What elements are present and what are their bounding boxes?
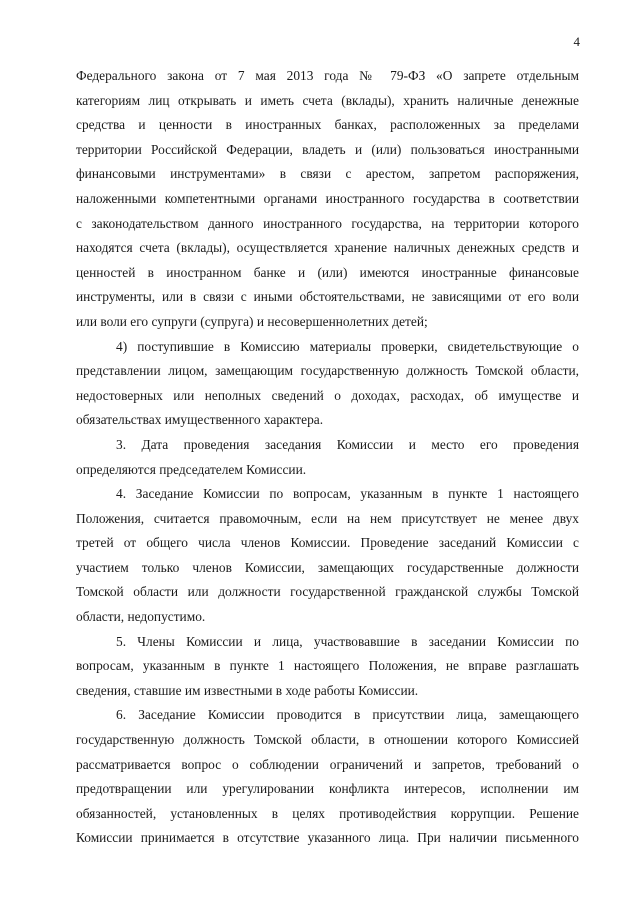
text-line: недостоверных или неполных сведений о доходах, расходах, об имуществе и [76,387,579,403]
text-line: вопросам, указанным в пункте 1 настоящего Положения, не вправе разглашать [76,658,579,674]
text-line: инструменты, или в связи с иными обстоятельствами, не зависящими от его воли [76,289,579,305]
paragraph-section-5 [76,630,579,704]
paragraph-section-3 [76,433,579,482]
text-line: Положения, считается правомочным, если на нем присутствует не менее двух [76,510,579,526]
paragraph-continued [76,64,579,335]
text-line: категориям лиц открывать и иметь счета (вклады), хранить наличные денежные [76,92,579,108]
text-line: средства и ценности в иностранных банках, расположенных за пределами [76,117,579,133]
text-line: наложенными компетентными органами иностранного государства в соответствии [76,190,579,206]
text-line: 5. Члены Комиссии и лица, участвовавшие в заседании Комиссии по [116,633,579,649]
page-number: 4 [573,34,580,49]
paragraph-section-4 [76,482,579,630]
text-line: 4. Заседание Комиссии по вопросам, указанным в пункте 1 настоящего [116,486,579,502]
text-line: государственную должность Томской области, в отношении которого Комиссией [76,732,579,748]
text-line: или воли его супруги (супруга) и несовершеннолетних детей; [76,313,428,329]
text-line: территории Российской Федерации, владеть и (или) пользоваться иностранными [76,141,579,157]
text-line: с законодательством данного иностранного государства, на территории которого [76,215,579,231]
text-line: определяются председателем Комиссии. [76,461,307,477]
document-body [76,64,579,851]
text-line: области, недопустимо. [76,609,206,625]
text-line: 4) поступившие в Комиссию материалы проверки, свидетельствующие о [116,338,579,354]
text-line: обязанностей, установленных в целях противодействия коррупции. Решение [76,805,579,821]
text-line: третей от общего числа членов Комиссии. Проведение заседаний Комиссии с [76,535,579,551]
text-line: обязательствах имущественного характера. [76,412,324,428]
text-line: 3. Дата проведения заседания Комиссии и место его проведения [116,436,579,452]
text-line: Комиссии принимается в отсутствие указанного лица. При наличии письменного [76,830,579,846]
text-line: сведения, ставшие им известными в ходе работы Комиссии. [76,682,419,698]
paragraph-section-6 [76,703,579,851]
text-line: Томской области или должности государственной гражданской службы Томской [76,584,579,600]
text-line: ценностей в иностранном банке и (или) имеются иностранные финансовые [76,264,579,280]
text-line: Федерального закона от 7 мая 2013 года № 79-ФЗ «О запрете отдельным [76,68,579,83]
text-line: представлении лицом, замещающим государственную должность Томской области, [76,363,579,379]
text-line: 6. Заседание Комиссии проводится в присутствии лица, замещающего [116,707,579,723]
paragraph-item-4 [76,335,579,433]
text-line: предотвращении или урегулировании конфликта интересов, исполнении им [76,781,579,797]
text-line: находятся счета (вклады), осуществляется хранение наличных денежных средств и [76,240,579,256]
text-line: участием только членов Комиссии, замещающих государственные должности [76,559,579,575]
text-line: рассматривается вопрос о соблюдении ограничений и запретов, требований о [76,756,579,772]
text-line: финансовыми инструментами» в связи с арестом, запретом распоряжения, [76,166,579,182]
